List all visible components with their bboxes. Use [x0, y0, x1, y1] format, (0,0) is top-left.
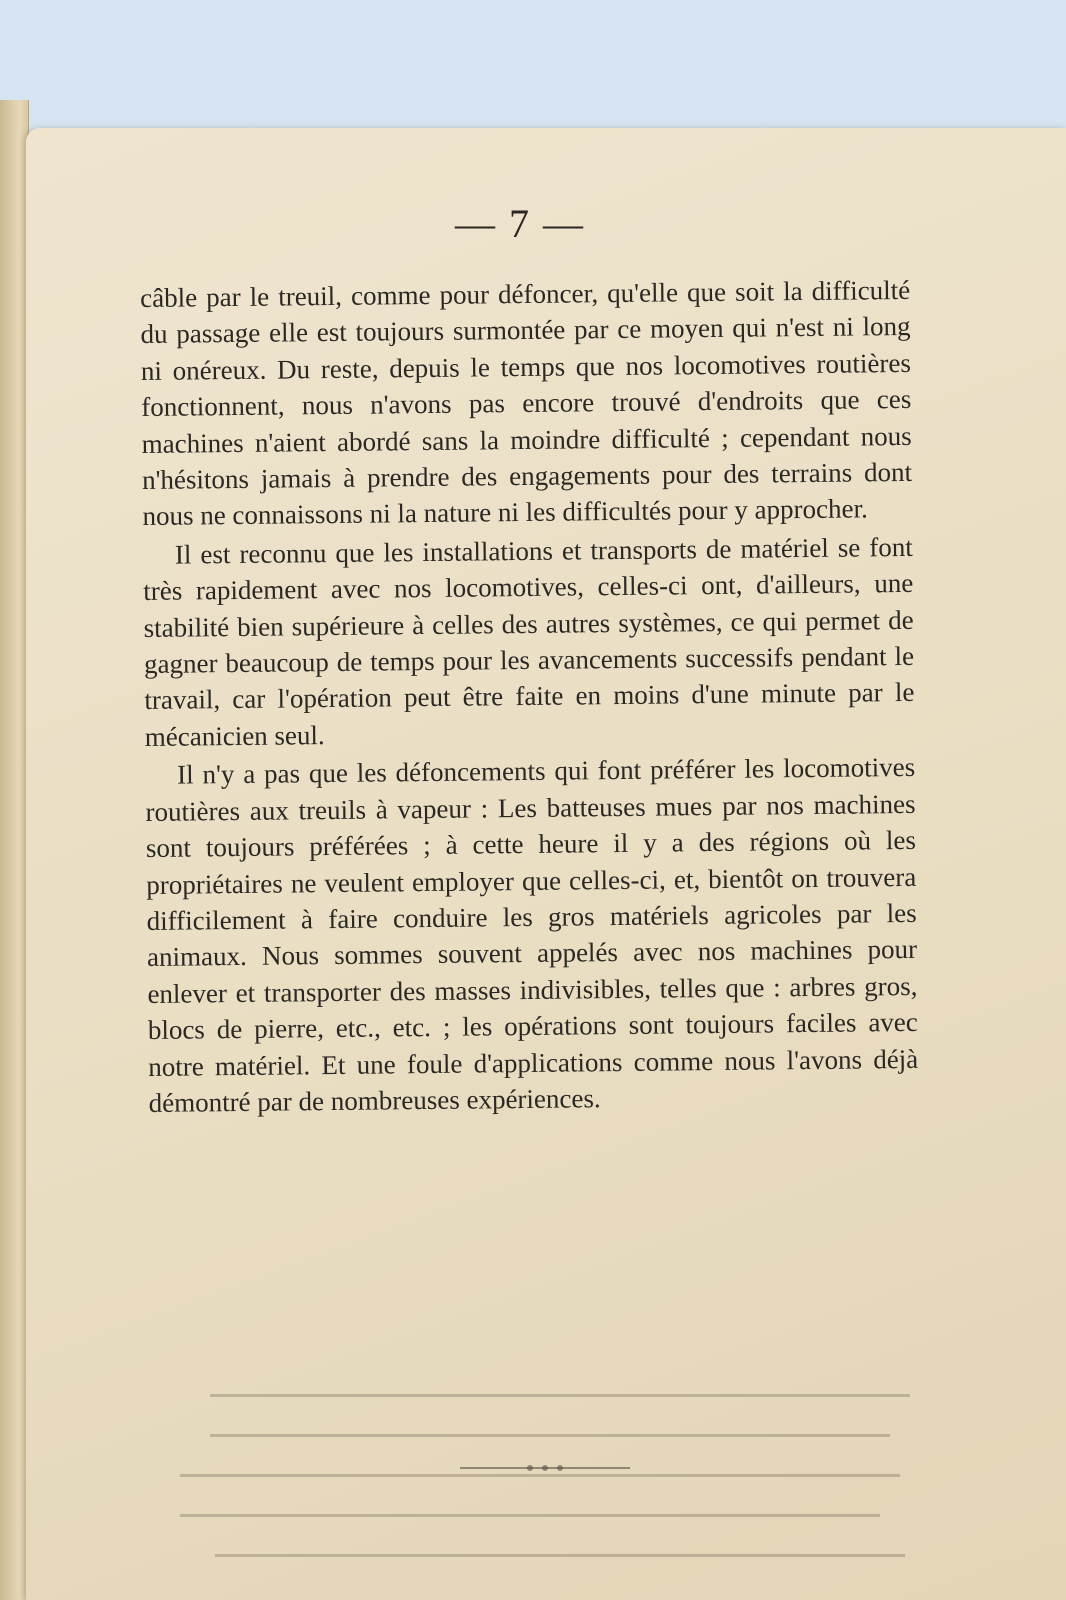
- bleed-line: [210, 1434, 890, 1437]
- paragraph-1: câble par le treuil, comme pour défoncer, qu'elle que soit la difficulté du passage elle est toujours surmontée par ce moyen qui n'est ni long ni onéreux. Du reste, depuis le temps que nos locomotives routières fonctionnent, nous n'avons pas encore trouvé d'endroits que ces machines n'aient abordé sans la moindre difficulté ; cependant nous n'hésitons jamais à prendre des engagements pour des terrains dont nous ne connaissons ni la nature ni les difficultés pour y approcher.: [140, 274, 913, 532]
- paragraph-3: Il n'y a pas que les défoncements qui font préférer les locomotives routières aux treuils à vapeur : Les batteuses mues par nos machines sont toujours préférées ; à cette heure il y a des régions où les propriétaires ne veulent employer que celles-ci, et, bientôt on trouvera difficilement à faire conduire les gros matériels agricoles par les animaux. Nous sommes souvent appelés avec nos machines pour enlever et transporter des masses indivisibles, telles que : arbres gros, blocs de pierre, etc., etc. ; les opérations sont toujours faciles avec notre matériel. Et une foule d'applications comme nous l'avons déjà démontré par de nombreuses expériences.: [145, 752, 919, 1118]
- bleed-line: [210, 1394, 910, 1397]
- bleed-line: [180, 1514, 880, 1517]
- bleed-line: [180, 1474, 900, 1477]
- bleed-through-text: [120, 1380, 920, 1580]
- page-number: — 7 —: [455, 201, 585, 246]
- bleed-through-marks: [120, 1380, 920, 1580]
- book-spine: [0, 100, 29, 1600]
- page-body: [140, 272, 919, 1121]
- paragraph-2: Il est reconnu que les installations et transports de matériel se font très rapidement avec nos locomotives, celles-ci ont, d'ailleurs, une stabilité bien supérieure à celles des autres systèmes, ce qui permet de gagner beaucoup de temps pour les avancements successifs pendant le travail, car l'opération peut être faite en moins d'une minute par le mécanicien seul.: [143, 531, 915, 752]
- ornament-divider: [460, 1462, 630, 1474]
- bleed-line: [215, 1554, 905, 1557]
